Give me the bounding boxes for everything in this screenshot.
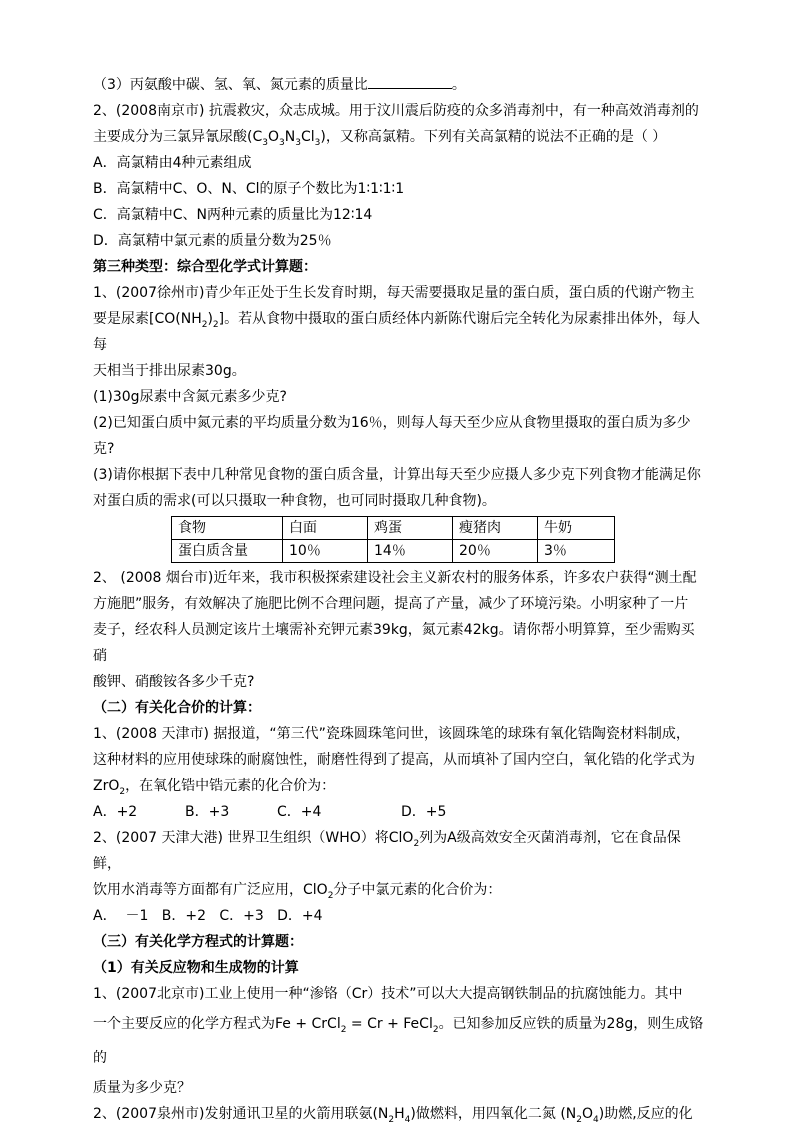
question-line: 主要成分为三氯异氰尿酸$(C_3O_3N_3Cl_3)$，又称高氯精。下列有关高氯精的说法不正确的是（ ） — [93, 129, 667, 148]
table-cell: 14％ — [368, 540, 453, 563]
question-line: 2、(2007 天津大港) 世界卫生组织（WHO）将ClO$_2$列为A级高效安全灭菌消毒剂，它在食品保鲜， — [93, 830, 681, 872]
table-row — [172, 540, 615, 563]
option-c: C．高氯精中C、N两种元素的质量比为12∶14 — [93, 207, 373, 223]
question-line: （3）丙氨酸中碳、氢、氧、氮元素的质量比 。 — [93, 72, 705, 98]
option-a: A．高氯精由4种元素组成 — [93, 155, 252, 171]
question-line: 2、 (2008 烟台市)近年来，我市积极探索建设社会主义新农村的服务体系，许多农户获得“测土配 — [93, 570, 697, 586]
question-line: 饮用水消毒等方面都有广泛应用，ClO$_2$分子中氯元素的化合价为： — [93, 882, 502, 901]
document-page — [93, 72, 705, 1127]
table-cell: 食物 — [172, 517, 283, 540]
question-line: 1、(2007北京市)工业上使用一种“渗铬（Cr）技术”可以大大提高钢铁制品的抗腐蚀能力。其中 — [93, 986, 683, 1002]
table-cell: 鸡蛋 — [368, 517, 453, 540]
question-line: 酸钾、硝酸铵各多少千克? — [93, 674, 255, 690]
protein-table — [171, 516, 615, 563]
sub-question: (2)已知蛋白质中氮元素的平均质量分数为16％，则每人每天至少应从食物里摄取的蛋白质为多少 — [93, 415, 691, 431]
table-cell: 10％ — [283, 540, 368, 563]
option-d: D．高氯精中氯元素的质量分数为25％ — [93, 233, 332, 249]
question-line: 质量为多少克？ — [93, 1080, 191, 1096]
question-line: 2、(2007泉州市)发射通讯卫星的火箭用联氨$(N_2H_4)$做燃料，用四氧化二氮 $(N_2O_4)$助燃,反应的化 — [93, 1106, 693, 1125]
option-row — [93, 799, 705, 825]
sub-question: 克? — [93, 441, 115, 457]
option-c: C．+4 — [277, 804, 322, 820]
answer-blank[interactable] — [368, 74, 452, 89]
question-line: 麦子，经农科人员测定该片土壤需补充钾元素39kg，氮元素42kg。请你帮小明算算，至少需购买硝 — [93, 622, 695, 664]
table-cell: 牛奶 — [538, 517, 615, 540]
table-cell: 20％ — [453, 540, 538, 563]
table-row — [172, 517, 615, 540]
question-line: 要是尿素$[CO(NH_2)_2]$。若从食物中摄取的蛋白质经体内新陈代谢后完全转化为尿素排出体外，每人每 — [93, 311, 701, 353]
section-heading: （二）有关化合价的计算： — [93, 700, 261, 716]
table-cell: 白面 — [283, 517, 368, 540]
question-line: ZrO$_2$，在氧化锆中锆元素的化合价为： — [93, 778, 336, 797]
question-line: 2、(2008南京市) 抗震救灾，众志成城。用于汶川震后防疫的众多消毒剂中，有一种高效消毒剂的 — [93, 103, 699, 119]
section-heading: （三）有关化学方程式的计算题： — [93, 934, 303, 950]
question-line: 这种材料的应用使球珠的耐腐蚀性，耐磨性得到了提高，从而填补了国内空白，氧化锆的化学式为 — [93, 752, 695, 768]
option-a: A．+2 — [93, 804, 138, 820]
question-line: 一个主要反应的化学方程式为Fe + CrCl$_2$ = Cr + FeCl$_2$。已知参加反应铁的质量为28g，则生成铬的 — [93, 1016, 704, 1066]
table-cell: 瘦猪肉 — [453, 517, 538, 540]
table-cell: 3％ — [538, 540, 615, 563]
sub-question: 对蛋白质的需求(可以只摄取一种食物，也可同时摄取几种食物)。 — [93, 493, 496, 509]
option-row: A． －1 B．+2 C．+3 D．+4 — [93, 908, 323, 924]
subsection-heading: （1）有关反应物和生成物的计算 — [93, 960, 299, 976]
table-cell: 蛋白质含量 — [172, 540, 283, 563]
question-line: 天相当于排出尿素30g。 — [93, 363, 246, 379]
option-d: D．+5 — [401, 804, 447, 820]
question-line: 方施肥”服务，有效解决了施肥比例不合理问题，提高了产量，减少了环境污染。小明家种了一片 — [93, 596, 689, 612]
question-line: 1、(2008 天津市) 据报道，“第三代”瓷珠圆珠笔问世，该圆珠笔的球珠有氧化锆陶瓷材料制成， — [93, 726, 690, 742]
option-b: B．高氯精中C、O、N、Cl的原子个数比为1∶1∶1∶1 — [93, 181, 405, 197]
question-line: 1、(2007徐州市)青少年正处于生长发育时期，每天需要摄取足量的蛋白质，蛋白质的代谢产物主 — [93, 285, 695, 301]
section-heading: 第三种类型：综合型化学式计算题： — [93, 259, 317, 275]
sub-question: (1)30g尿素中含氮元素多少克? — [93, 389, 287, 405]
sub-question: (3)请你根据下表中几种常见食物的蛋白质含量，计算出每天至少应摄人多少克下列食物才能满足你 — [93, 467, 701, 483]
option-b: B．+3 — [185, 804, 230, 820]
